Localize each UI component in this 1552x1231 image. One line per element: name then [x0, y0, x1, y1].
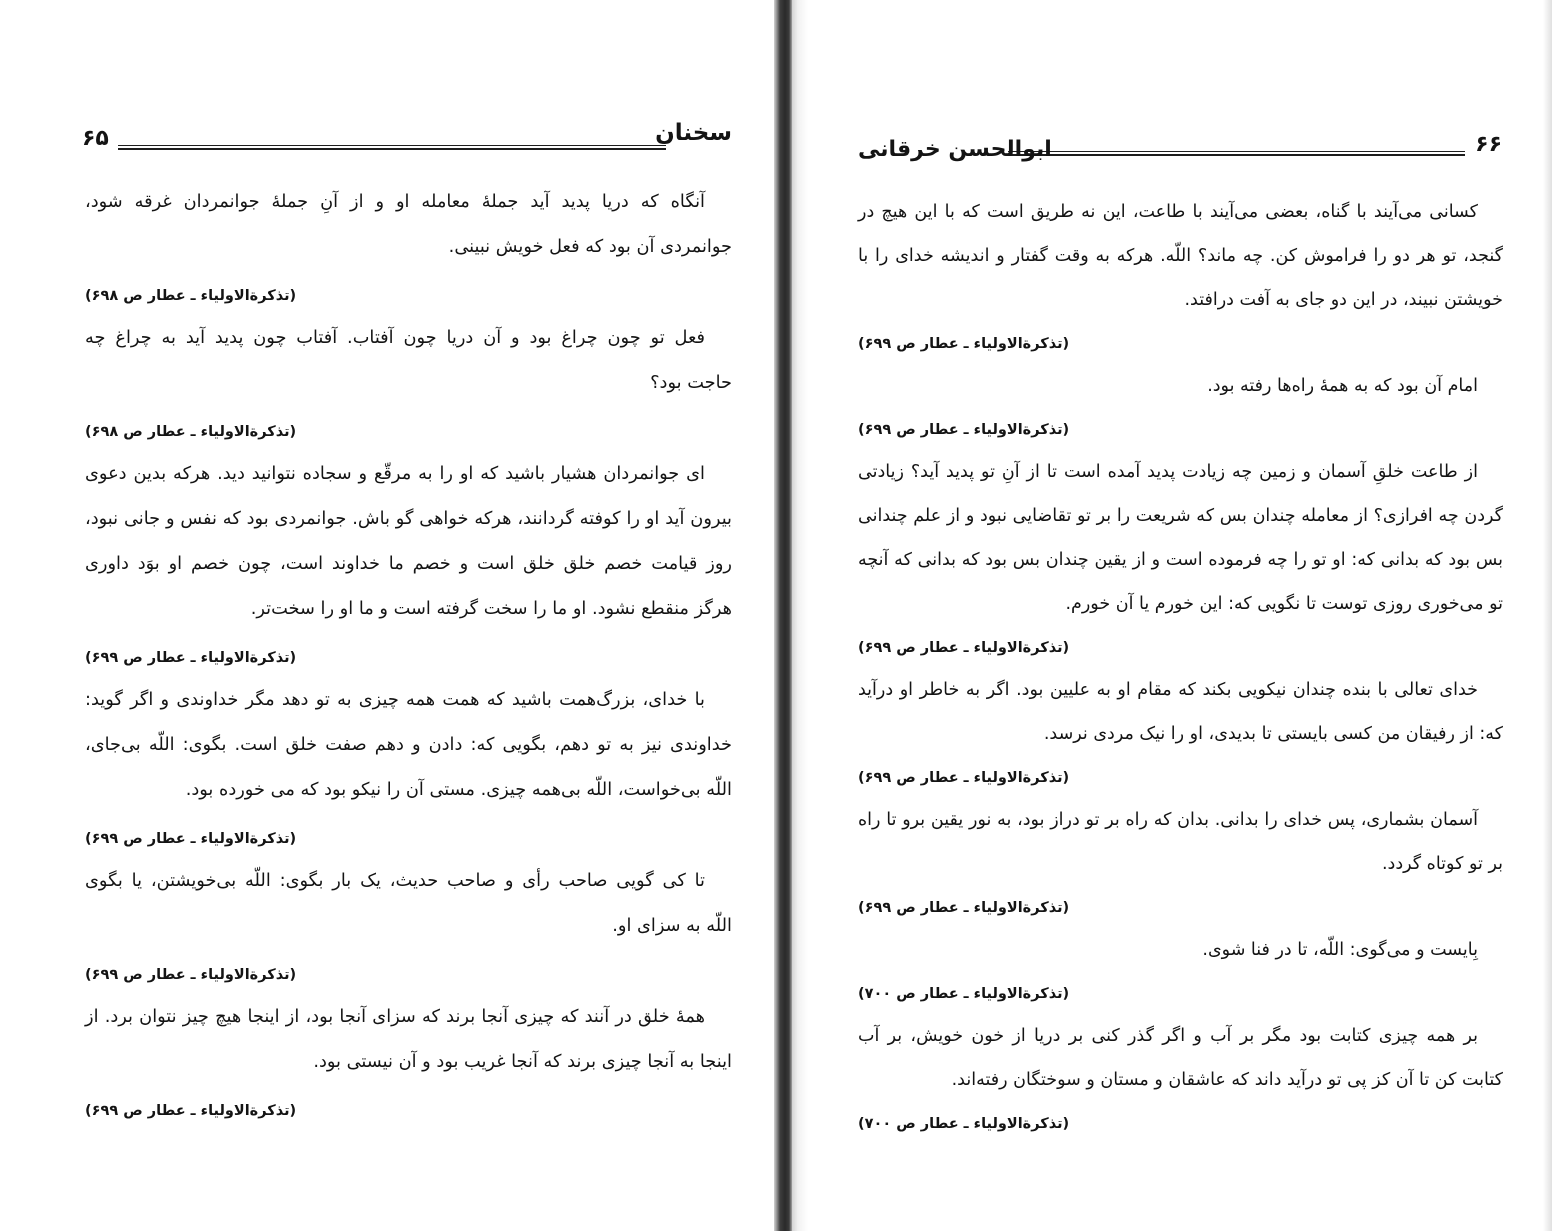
citation: (تذکرةالاولیاء ـ عطار ص ۶۹۹) [858, 900, 1070, 916]
paragraph [85, 678, 732, 859]
text-line: امام آن بود که به همهٔ راه‌ها رفته بود. [1207, 376, 1478, 396]
right-page [792, 0, 1552, 1231]
running-head-title: سخنان [655, 120, 732, 146]
text-line: از طاعت خلقِ آسمان و زمین چه زیادت پدید آمده است تا از آنِ تو پدید آید؟ زیادتی [858, 462, 1478, 482]
binding-gutter [774, 0, 792, 1231]
paragraph [85, 452, 732, 678]
citation: (تذکرةالاولیاء ـ عطار ص ۶۹۹) [858, 422, 1070, 438]
text-line: همهٔ خلق در آنند که چیزی آنجا برند که سزای آنجا بود، از اینجا هیچ چیز نتوان برد. از [85, 1007, 705, 1027]
text-line: بِایست و می‌گوی: اللّه، تا در فنا شوی. [1202, 940, 1478, 960]
text-line: گردن چه افرازی؟ از معامله چندان بس که شریعت را بر تو تقاضایی نبود و از علم چندانی [858, 506, 1503, 526]
header-rule [118, 145, 666, 150]
citation: (تذکرةالاولیاء ـ عطار ص ۷۰۰) [858, 1116, 1070, 1132]
paragraph [85, 995, 732, 1131]
running-head-title: ابوالحسن خرقانی [858, 137, 1052, 162]
citation: (تذکرةالاولیاء ـ عطار ص ۶۹۹) [85, 831, 297, 847]
paragraph [858, 1014, 1503, 1144]
paragraph [858, 190, 1503, 364]
text-line: کسانی می‌آیند با گناه، بعضی می‌آیند با طاعت، این نه طریق است که با این هیچ در [858, 202, 1478, 222]
text-line: حاجت بود؟ [650, 373, 732, 393]
paragraph [858, 364, 1503, 450]
text-line: اللّه به سزای او. [612, 916, 732, 936]
page-number: ۶۶ [1475, 132, 1502, 157]
text-line: هرگز منقطع نشود. او ما را سخت گرفته است و ما او را سخت‌تر. [250, 599, 732, 619]
left-page [0, 0, 774, 1231]
text-line: جوانمردی آن بود که فعل خویش نبینی. [448, 237, 732, 257]
citation: (تذکرةالاولیاء ـ عطار ص ۷۰۰) [858, 986, 1070, 1002]
text-line: آسمان بشماری، پس خدای را بدانی. بدان که راه بر تو دراز بود، به نور یقین برو تا راه [858, 810, 1478, 830]
text-line: ای جوانمردان هشیار باشید که او را به مرقّع و سجاده نتوانید دید. هرکه بدین دعوی [85, 464, 705, 484]
citation: (تذکرةالاولیاء ـ عطار ص ۶۹۹) [85, 650, 297, 666]
text-line: فعل تو چون چراغ بود و آن دریا چون آفتاب. آفتاب چون پدید آید به چراغ چه [85, 328, 705, 348]
paragraph [858, 668, 1503, 798]
text-line: بس بود که بدانی که: او تو را چه فرموده است و از یقین چندان بس بود که بدانی که آنچه [858, 550, 1503, 570]
text-line: بر تو کوتاه گردد. [1381, 854, 1503, 874]
text-line: که: از رفیقان من کسی بایستی تا بدیدی، او را نیک مردی نرسد. [1043, 724, 1503, 744]
citation: (تذکرةالاولیاء ـ عطار ص ۶۹۸) [85, 424, 297, 440]
header-rule [1008, 151, 1465, 156]
page-number: ۶۵ [82, 126, 109, 151]
text-line: گنجد، تو هر دو را فراموش کن. چه ماند؟ اللّه. هرکه به وقت گفتار و اندیشه خدای را با [858, 246, 1503, 266]
citation: (تذکرةالاولیاء ـ عطار ص ۶۹۹) [858, 640, 1070, 656]
paragraph [858, 928, 1503, 1014]
citation: (تذکرةالاولیاء ـ عطار ص ۶۹۹) [858, 770, 1070, 786]
paragraph [85, 180, 732, 316]
text-line: اللّه بی‌خواست، اللّه بی‌همه چیزی. مستی آن را نیکو بود که می خورده بود. [185, 780, 732, 800]
citation: (تذکرةالاولیاء ـ عطار ص ۶۹۹) [85, 1103, 297, 1119]
text-line: اینجا به آنجا چیزی برند که آنجا غریب بود و آن نیستی بود. [313, 1052, 732, 1072]
text-line: کتابت کن تا آن کز پی تو درآید داند که عاشقان و مستان و سوختگان رفته‌اند. [951, 1070, 1503, 1090]
text-line: با خدای، بزرگ‌همت باشید که همت همه چیزی به تو دهد مگر خداوندی و اگر گوید: [85, 690, 705, 710]
text-line: روز قیامت خصم خلق خلق است و خصم ما خداوند است، چون خصم او بوَد داوری [85, 554, 732, 574]
page-text [858, 190, 1503, 1144]
text-line: خداوندی نیز به تو دهم، بگویی که: دادن و دهم صفت خلق است. بگوی: اللّه بی‌جای، [85, 735, 732, 755]
text-line: خویشتن نبیند، در این دو جای به آفت درافتد. [1184, 290, 1503, 310]
paragraph [858, 798, 1503, 928]
citation: (تذکرةالاولیاء ـ عطار ص ۶۹۹) [85, 967, 297, 983]
citation: (تذکرةالاولیاء ـ عطار ص ۶۹۹) [858, 336, 1070, 352]
text-line: تو می‌خوری روزی توست تا نگویی که: این خورم یا آن خورم. [1065, 594, 1503, 614]
text-line: خدای تعالی با بنده چندان نیکویی بکند که مقام او به علیین بود. اگر به خاطر او درآید [858, 680, 1478, 700]
paragraph [85, 316, 732, 452]
text-line: بیرون آید او را کوفته گردانند، هرکه خواهی گو باش. جوانمردی بود که نفس و جانی نبود، [85, 509, 732, 529]
paragraph [858, 450, 1503, 668]
page-text [85, 180, 732, 1131]
text-line: آنگاه که دریا پدید آید جملهٔ معامله او و از آنِ جملهٔ جوانمردان غرقه شود، [85, 192, 705, 212]
text-line: بر همه چیزی کتابت بود مگر بر آب و اگر گذر کنی بر دریا از خون خویش، بر آب [858, 1026, 1478, 1046]
citation: (تذکرةالاولیاء ـ عطار ص ۶۹۸) [85, 288, 297, 304]
paragraph [85, 859, 732, 995]
text-line: تا کی گویی صاحب رأی و صاحب حدیث، یک بار بگوی: اللّه بی‌خویشتن، یا بگوی [85, 871, 705, 891]
